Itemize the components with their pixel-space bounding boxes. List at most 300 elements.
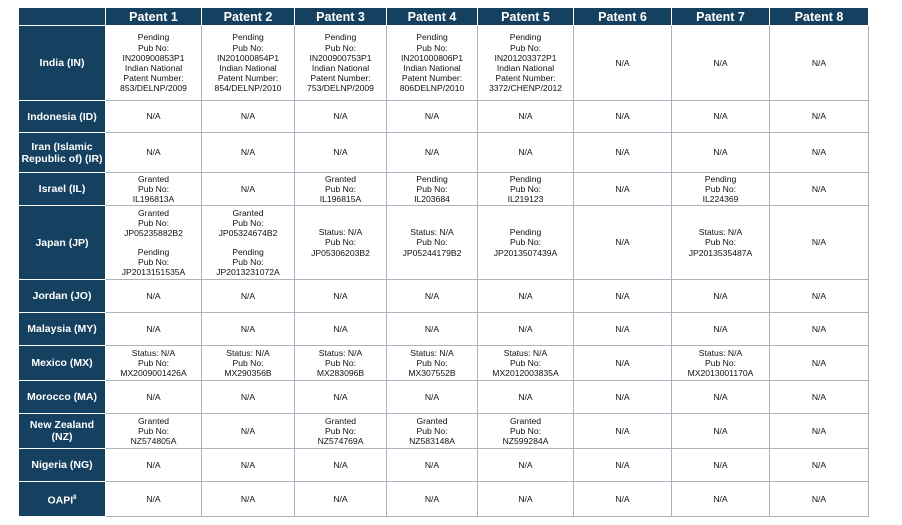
table-body [19,26,869,517]
cell-text-line: Pub No: [324,425,357,436]
patent-status-cell [574,101,672,133]
cell-text-line: 753/DELNP/2009 [307,83,374,94]
cell-text-line: Pub No: [704,357,737,368]
patent-status-cell [202,381,295,414]
cell-text-line: N/A [811,57,827,68]
patent-status-cell [295,206,387,280]
patent-status-cell [295,173,387,206]
cell-text-line: Pending [509,173,542,184]
patent-status-cell [387,449,478,482]
patent-status-cell [574,280,672,313]
cell-text-line: Pub No: [416,42,448,53]
cell-text-line: Pub No: [509,357,542,368]
patent-status-cell [106,101,202,133]
cell-text-line: N/A [811,290,827,301]
patent-status-cell [770,449,869,482]
cell-text-line: Pub No: [232,42,264,53]
cell-text-line: N/A [615,391,630,402]
country-label [19,133,106,173]
patent-status-cell [387,346,478,381]
cell-text-line: MX2009001426A [120,368,187,379]
patent-status-cell [574,173,672,206]
cell-text-line: NZ583148A [409,436,455,447]
cell-spacer [106,239,201,247]
patent-status-cell [574,346,672,381]
column-header-patent-3: Patent 3 [295,8,387,26]
cell-text-line: Status: N/A [410,227,454,238]
patent-status-cell [295,26,387,101]
cell-text-line: N/A [811,391,827,402]
country-name: Japan (JP) [35,236,89,249]
cell-text-line: Status: N/A [503,347,548,358]
cell-text-line: Granted [324,173,357,184]
patent-status-cell [574,133,672,173]
cell-text-line: N/A [518,391,533,402]
patent-status-cell [770,313,869,346]
cell-text-line: N/A [424,323,440,334]
cell-text-line: N/A [240,183,256,194]
table-row [19,101,869,133]
patent-status-cell [478,346,574,381]
column-header-patent-6: Patent 6 [574,8,672,26]
cell-text-line: Pub No: [324,42,357,53]
country-name: Mexico (MX) [31,357,93,369]
cell-spacer [202,239,294,247]
cell-text-line: N/A [615,237,630,248]
cell-text-line: N/A [333,493,348,504]
patent-status-cell [478,482,574,517]
cell-text-line: N/A [146,290,161,301]
table-row [19,173,869,206]
cell-text-line: Indian National [124,63,183,73]
patent-status-cell [387,482,478,517]
cell-text-line: Status: N/A [318,347,363,358]
cell-text-line: N/A [615,323,630,334]
table-row [19,414,869,449]
patent-status-cell [672,133,770,173]
cell-text-line: N/A [240,425,256,436]
patent-status-cell [770,346,869,381]
cell-text-line: IL196815A [319,194,362,205]
cell-text-line: Patent Number: [310,73,371,84]
cell-text-line: N/A [518,290,533,301]
patent-status-cell [202,173,295,206]
patent-status-cell [574,206,672,280]
cell-text-line: NZ599284A [502,436,549,447]
cell-text-line: Pub No: [324,357,357,368]
cell-text-line: N/A [424,459,440,470]
cell-text-line: N/A [240,290,256,301]
cell-text-line: N/A [240,391,256,402]
cell-text-line: Pending [137,246,170,257]
cell-text-line: Granted [137,207,170,218]
cell-text-line: Pending [232,32,264,43]
cell-text-line: Status: N/A [698,347,743,358]
table-row [19,26,869,101]
patent-status-cell [106,482,202,517]
cell-text-line: Pending [232,246,264,257]
cell-text-line: N/A [615,57,630,68]
cell-text-line: Pub No: [232,218,264,229]
table-header [19,8,869,26]
cell-text-line: N/A [811,111,827,122]
country-name: Iran (Islamic Republic of) (IR) [21,140,103,165]
country-name: New Zealand (NZ) [29,419,95,443]
cell-text-line: JP05244179B2 [402,247,462,258]
cell-text-line: Granted [137,173,170,184]
cell-text-line: Pub No: [137,357,170,368]
table-row [19,449,869,482]
patent-status-cell [574,482,672,517]
cell-text-line: Pending [704,173,737,184]
cell-text-line: Pub No: [416,357,448,368]
country-name: Indonesia (ID) [27,110,97,123]
cell-text-line: N/A [713,57,728,68]
patent-status-cell [672,26,770,101]
column-header-patent-2: Patent 2 [202,8,295,26]
patent-status-cell [672,346,770,381]
cell-text-line: Patent Number: [495,73,556,84]
patent-status-cell [672,206,770,280]
cell-text-line: Pub No: [416,237,448,248]
cell-text-line: Pending [416,173,448,184]
patent-status-cell [202,206,295,280]
cell-text-line: IL219123 [507,194,544,205]
cell-text-line: JP05306203B2 [311,247,370,258]
cell-text-line: JP05235882B2 [124,228,183,239]
table-row [19,346,869,381]
patent-status-cell [106,280,202,313]
country-name: Jordan (JO) [32,290,92,302]
patent-status-cell [672,449,770,482]
cell-text-line: Patent Number: [217,73,279,84]
cell-text-line: N/A [146,323,161,334]
patent-status-cell [202,313,295,346]
cell-text-line: N/A [811,459,827,470]
table-row [19,313,869,346]
patent-status-cell [106,313,202,346]
country-label [19,206,106,280]
table-row [19,482,869,517]
cell-text-line: N/A [240,459,256,470]
patent-status-cell [574,381,672,414]
cell-text-line: N/A [811,147,827,158]
cell-text-line: N/A [333,290,348,301]
cell-text-line: Granted [416,415,448,426]
cell-text-line: N/A [240,111,256,122]
patent-status-cell [106,449,202,482]
cell-text-line: N/A [811,323,827,334]
patent-status-cell [478,313,574,346]
patent-status-cell [295,449,387,482]
table-row [19,133,869,173]
cell-text-line: MX290356B [224,368,272,379]
cell-text-line: N/A [146,459,161,470]
cell-text-line: N/A [713,391,728,402]
cell-text-line: Granted [509,415,542,426]
patent-status-cell [387,173,478,206]
patent-status-cell [672,101,770,133]
cell-text-line: JP2013507439A [493,247,558,258]
cell-text-line: N/A [713,111,728,122]
cell-text-line: N/A [713,425,728,436]
cell-text-line: NZ574769A [317,436,364,447]
cell-text-line: Pub No: [509,425,542,436]
patent-status-cell [672,173,770,206]
country-label [19,482,106,517]
cell-text-line: N/A [615,183,630,194]
patent-status-cell [770,26,869,101]
cell-text-line: 806DELNP/2010 [399,83,465,94]
cell-text-line: Pub No: [137,218,170,229]
cell-text-line: Pub No: [509,183,542,194]
cell-text-line: N/A [713,147,728,158]
patent-status-cell [770,173,869,206]
country-label [19,414,106,449]
patent-status-cell [295,280,387,313]
cell-text-line: N/A [518,111,533,122]
cell-text-line: IN200900753P1 [309,52,372,63]
country-name: Israel (IL) [38,183,86,195]
cell-text-line: Indian National [219,63,277,73]
cell-text-line: N/A [713,459,728,470]
patent-status-cell [387,381,478,414]
country-label [19,346,106,381]
cell-text-line: N/A [333,323,348,334]
cell-text-line: IN201000854P1 [216,52,280,63]
patent-status-cell [478,26,574,101]
patent-status-cell [478,133,574,173]
cell-text-line: IL203684 [414,194,450,205]
cell-text-line: Pending [416,32,448,43]
country-label [19,313,106,346]
country-footnote-marker: 8 [73,494,77,501]
patent-status-cell [295,346,387,381]
cell-text-line: JP05324674B2 [218,228,278,239]
patent-status-cell [387,414,478,449]
table-row [19,280,869,313]
patent-status-cell [770,482,869,517]
cell-text-line: N/A [811,493,827,504]
patent-status-cell [202,346,295,381]
cell-text-line: N/A [424,391,440,402]
table-row [19,381,869,414]
patent-status-cell [387,206,478,280]
cell-text-line: N/A [615,425,630,436]
country-label [19,101,106,133]
cell-text-line: N/A [240,323,256,334]
cell-text-line: N/A [333,111,348,122]
patent-status-cell [770,133,869,173]
cell-text-line: N/A [146,111,161,122]
cell-text-line: N/A [615,459,630,470]
cell-text-line: Patent Number: [401,73,463,84]
patent-status-cell [770,414,869,449]
country-label [19,173,106,206]
patent-status-cell [202,26,295,101]
patent-status-cell [478,173,574,206]
column-header-patent-5: Patent 5 [478,8,574,26]
cell-text-line: Pub No: [232,256,264,267]
cell-text-line: Status: N/A [131,347,176,358]
cell-text-line: N/A [518,459,533,470]
column-header-patent-7: Patent 7 [672,8,770,26]
patent-status-cell [478,449,574,482]
cell-text-line: Granted [137,415,170,426]
cell-text-line: Pending [324,32,357,43]
cell-text-line: Status: N/A [226,347,270,358]
country-name: India (IN) [39,57,85,69]
country-label [19,449,106,482]
cell-text-line: N/A [146,493,161,504]
cell-text-line: N/A [713,493,728,504]
country-name: Morocco (MA) [27,391,97,403]
cell-text-line: N/A [518,323,533,334]
patent-status-cell [387,26,478,101]
country-name: OAPI [47,494,74,507]
cell-text-line: N/A [333,391,348,402]
patent-status-cell [202,449,295,482]
cell-text-line: N/A [146,147,161,158]
cell-text-line: MX283096B [316,368,365,379]
cell-text-line: N/A [615,357,630,368]
cell-text-line: N/A [424,290,440,301]
cell-text-line: IN200900853P1 [122,52,185,63]
table-row [19,206,869,280]
cell-text-line: Pending [509,227,542,238]
cell-text-line: Granted [324,415,357,426]
cell-text-line: IL196813A [132,194,175,205]
patent-status-cell [770,101,869,133]
cell-text-line: N/A [518,493,533,504]
country-label [19,381,106,414]
cell-text-line: Indian National [311,63,370,73]
country-name: Malaysia (MY) [27,323,97,335]
cell-text-line: Pub No: [416,183,448,194]
cell-text-line: Indian National [496,63,555,73]
patent-status-cell [574,414,672,449]
patent-status-cell [478,414,574,449]
country-label [19,280,106,313]
cell-text-line: Pub No: [416,425,448,436]
patent-status-cell [770,206,869,280]
cell-text-line: N/A [240,147,256,158]
cell-text-line: N/A [424,111,440,122]
patent-status-cell [202,280,295,313]
patent-status-cell [106,173,202,206]
patent-status-cell [295,133,387,173]
patent-status-cell [672,381,770,414]
cell-text-line: Pending [509,32,542,43]
cell-text-line: Status: N/A [318,227,363,238]
column-header-patent-4: Patent 4 [387,8,478,26]
cell-text-line: N/A [811,357,827,368]
patent-status-cell [672,482,770,517]
cell-text-line: N/A [713,323,728,334]
cell-text-line: JP2013535487A [688,247,753,258]
patent-status-cell [106,346,202,381]
patent-status-cell [202,482,295,517]
cell-text-line: NZ574805A [130,436,177,447]
cell-text-line: JP2013231072A [216,266,280,277]
patent-status-cell [478,280,574,313]
cell-text-line: MX307552B [408,368,456,379]
cell-text-line: 3372/CHENP/2012 [488,83,563,94]
cell-text-line: Pub No: [509,42,542,53]
header-row [19,8,869,26]
cell-text-line: N/A [240,493,256,504]
cell-text-line: N/A [615,147,630,158]
cell-text-line: N/A [713,290,728,301]
cell-text-line: JP2013151535A [121,266,186,277]
cell-text-line: Pub No: [137,183,170,194]
patent-status-cell [387,133,478,173]
cell-text-line: Pub No: [324,183,357,194]
patent-status-cell [672,280,770,313]
cell-text-line: N/A [146,391,161,402]
cell-text-line: Pub No: [232,357,264,368]
patent-status-cell [387,280,478,313]
patent-status-cell [106,206,202,280]
patent-status-cell [574,449,672,482]
patent-status-cell [672,414,770,449]
patent-status-cell [202,133,295,173]
patent-status-cell [202,101,295,133]
patent-status-cell [478,206,574,280]
cell-text-line: N/A [333,147,348,158]
patent-status-cell [295,381,387,414]
cell-text-line: IN201000806P1 [400,52,464,63]
patent-status-cell [106,414,202,449]
patent-status-cell [574,313,672,346]
patent-status-cell [106,26,202,101]
patent-status-cell [478,381,574,414]
cell-text-line: Granted [232,207,264,218]
cell-text-line: Pub No: [704,237,737,248]
cell-text-line: MX2012003835A [492,368,559,379]
cell-text-line: N/A [811,237,827,248]
cell-text-line: Status: N/A [410,347,454,358]
patent-status-cell [770,280,869,313]
cell-text-line: Pub No: [509,237,542,248]
cell-text-line: Indian National [403,63,461,73]
cell-text-line: 854/DELNP/2010 [214,83,282,94]
patent-status-cell [478,101,574,133]
cell-text-line: Status: N/A [698,227,743,238]
cell-text-line: N/A [424,493,440,504]
patent-status-cell [295,313,387,346]
cell-text-line: N/A [615,493,630,504]
patent-status-cell [574,26,672,101]
cell-text-line: Pub No: [324,237,357,248]
cell-text-line: N/A [333,459,348,470]
country-name: Nigeria (NG) [31,459,93,471]
cell-text-line: IN201203372P1 [494,52,557,63]
patent-status-cell [387,313,478,346]
cell-text-line: MX2013001170A [687,368,754,379]
patent-status-cell [672,313,770,346]
cell-text-line: Pub No: [137,42,170,53]
cell-text-line: N/A [811,183,827,194]
cell-text-line: Pub No: [137,425,170,436]
column-header-patent-8: Patent 8 [770,8,869,26]
patent-status-cell [387,101,478,133]
patent-status-table [18,7,869,517]
cell-text-line: N/A [424,147,440,158]
cell-text-line: N/A [615,111,630,122]
column-header-patent-1: Patent 1 [106,8,202,26]
country-label [19,26,106,101]
